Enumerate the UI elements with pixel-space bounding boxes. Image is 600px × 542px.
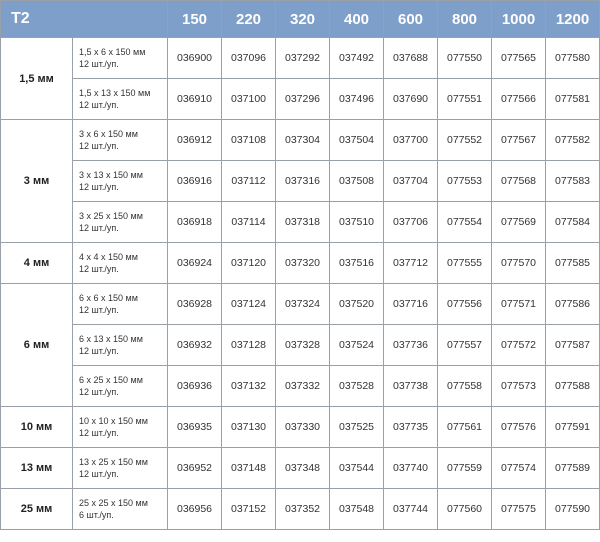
article-code-cell: 077570 bbox=[492, 243, 546, 284]
article-code-cell: 037492 bbox=[330, 38, 384, 79]
thickness-group-label: 13 мм bbox=[1, 448, 73, 489]
product-size: 6 x 13 x 150 мм bbox=[79, 334, 143, 344]
product-description bbox=[73, 38, 168, 79]
article-code-cell: 077552 bbox=[438, 120, 492, 161]
article-code-cell: 077569 bbox=[492, 202, 546, 243]
product-pack: 12 шт./уп. bbox=[79, 264, 119, 274]
article-code-cell: 077556 bbox=[438, 284, 492, 325]
table-header bbox=[1, 1, 600, 38]
grit-header: 400 bbox=[330, 1, 384, 38]
article-code-cell: 077551 bbox=[438, 79, 492, 120]
article-code-cell: 077581 bbox=[546, 79, 600, 120]
product-pack: 6 шт./уп. bbox=[79, 510, 114, 520]
article-code-cell: 037128 bbox=[222, 325, 276, 366]
table-body bbox=[1, 38, 600, 530]
article-code-cell: 037148 bbox=[222, 448, 276, 489]
article-code-cell: 037516 bbox=[330, 243, 384, 284]
product-pack: 12 шт./уп. bbox=[79, 100, 119, 110]
article-code-cell: 077582 bbox=[546, 120, 600, 161]
product-size: 3 x 25 x 150 мм bbox=[79, 211, 143, 221]
article-code-cell: 077574 bbox=[492, 448, 546, 489]
article-code-cell: 077553 bbox=[438, 161, 492, 202]
thickness-group-label: 6 мм bbox=[1, 284, 73, 407]
article-code-cell: 037688 bbox=[384, 38, 438, 79]
product-size: 25 x 25 x 150 мм bbox=[79, 498, 148, 508]
article-code-cell: 037112 bbox=[222, 161, 276, 202]
table-row bbox=[1, 407, 600, 448]
article-code-cell: 037318 bbox=[276, 202, 330, 243]
article-code-cell: 077572 bbox=[492, 325, 546, 366]
article-code-cell: 037292 bbox=[276, 38, 330, 79]
product-pack: 12 шт./уп. bbox=[79, 59, 119, 69]
table-corner-label: T2 bbox=[1, 1, 168, 38]
product-description bbox=[73, 325, 168, 366]
table-row bbox=[1, 243, 600, 284]
product-size: 6 x 6 x 150 мм bbox=[79, 293, 138, 303]
grit-header: 600 bbox=[384, 1, 438, 38]
article-code-cell: 077590 bbox=[546, 489, 600, 530]
article-code-cell: 036910 bbox=[168, 79, 222, 120]
article-code-cell: 037736 bbox=[384, 325, 438, 366]
thickness-group-label: 4 мм bbox=[1, 243, 73, 284]
product-size: 3 x 6 x 150 мм bbox=[79, 129, 138, 139]
product-pack: 12 шт./уп. bbox=[79, 223, 119, 233]
article-code-cell: 077571 bbox=[492, 284, 546, 325]
article-code-cell: 077575 bbox=[492, 489, 546, 530]
product-description bbox=[73, 161, 168, 202]
article-code-cell: 077565 bbox=[492, 38, 546, 79]
table-row bbox=[1, 448, 600, 489]
product-size: 1,5 x 13 x 150 мм bbox=[79, 88, 151, 98]
article-code-cell: 077583 bbox=[546, 161, 600, 202]
grit-header: 320 bbox=[276, 1, 330, 38]
product-description bbox=[73, 407, 168, 448]
article-code-cell: 077586 bbox=[546, 284, 600, 325]
product-size: 1,5 x 6 x 150 мм bbox=[79, 47, 146, 57]
article-code-cell: 077585 bbox=[546, 243, 600, 284]
product-pack: 12 шт./уп. bbox=[79, 346, 119, 356]
article-code-cell: 037332 bbox=[276, 366, 330, 407]
article-code-cell: 037130 bbox=[222, 407, 276, 448]
table-row bbox=[1, 489, 600, 530]
article-code-cell: 036916 bbox=[168, 161, 222, 202]
product-pack: 12 шт./уп. bbox=[79, 387, 119, 397]
article-code-cell: 037496 bbox=[330, 79, 384, 120]
table-row bbox=[1, 79, 600, 120]
article-code-cell: 037508 bbox=[330, 161, 384, 202]
product-description bbox=[73, 202, 168, 243]
article-code-cell: 037700 bbox=[384, 120, 438, 161]
article-code-cell: 037706 bbox=[384, 202, 438, 243]
product-size: 3 x 13 x 150 мм bbox=[79, 170, 143, 180]
product-description bbox=[73, 243, 168, 284]
header-row bbox=[1, 1, 600, 38]
article-code-cell: 037114 bbox=[222, 202, 276, 243]
article-code-cell: 037320 bbox=[276, 243, 330, 284]
article-code-cell: 037328 bbox=[276, 325, 330, 366]
article-code-cell: 037520 bbox=[330, 284, 384, 325]
article-code-cell: 036956 bbox=[168, 489, 222, 530]
grit-header: 1000 bbox=[492, 1, 546, 38]
article-code-cell: 036918 bbox=[168, 202, 222, 243]
article-code-cell: 036924 bbox=[168, 243, 222, 284]
article-code-cell: 037296 bbox=[276, 79, 330, 120]
product-pack: 12 шт./уп. bbox=[79, 182, 119, 192]
product-size: 10 x 10 x 150 мм bbox=[79, 416, 148, 426]
article-code-cell: 037108 bbox=[222, 120, 276, 161]
article-code-cell: 037524 bbox=[330, 325, 384, 366]
product-description bbox=[73, 448, 168, 489]
article-code-cell: 037324 bbox=[276, 284, 330, 325]
article-code-cell: 037304 bbox=[276, 120, 330, 161]
article-code-cell: 037124 bbox=[222, 284, 276, 325]
table-row bbox=[1, 325, 600, 366]
product-size: 13 x 25 x 150 мм bbox=[79, 457, 148, 467]
article-code-cell: 037735 bbox=[384, 407, 438, 448]
article-code-cell: 037690 bbox=[384, 79, 438, 120]
article-code-cell: 077589 bbox=[546, 448, 600, 489]
grit-header: 1200 bbox=[546, 1, 600, 38]
article-code-cell: 037100 bbox=[222, 79, 276, 120]
article-code-cell: 036936 bbox=[168, 366, 222, 407]
article-code-cell: 077566 bbox=[492, 79, 546, 120]
table-row bbox=[1, 202, 600, 243]
table-row bbox=[1, 161, 600, 202]
article-code-cell: 037330 bbox=[276, 407, 330, 448]
product-description bbox=[73, 284, 168, 325]
article-code-cell: 077591 bbox=[546, 407, 600, 448]
article-code-cell: 037316 bbox=[276, 161, 330, 202]
article-code-cell: 036952 bbox=[168, 448, 222, 489]
product-pack: 12 шт./уп. bbox=[79, 305, 119, 315]
article-code-cell: 077555 bbox=[438, 243, 492, 284]
grit-header: 150 bbox=[168, 1, 222, 38]
product-pack: 12 шт./уп. bbox=[79, 141, 119, 151]
article-code-cell: 036912 bbox=[168, 120, 222, 161]
grit-header: 800 bbox=[438, 1, 492, 38]
article-code-cell: 037504 bbox=[330, 120, 384, 161]
table-row bbox=[1, 284, 600, 325]
product-pack: 12 шт./уп. bbox=[79, 469, 119, 479]
article-code-cell: 036900 bbox=[168, 38, 222, 79]
grit-header: 220 bbox=[222, 1, 276, 38]
article-code-cell: 036932 bbox=[168, 325, 222, 366]
article-code-cell: 037528 bbox=[330, 366, 384, 407]
article-code-cell: 077587 bbox=[546, 325, 600, 366]
article-code-cell: 077580 bbox=[546, 38, 600, 79]
article-code-cell: 037704 bbox=[384, 161, 438, 202]
thickness-group-label: 3 мм bbox=[1, 120, 73, 243]
article-code-cell: 077550 bbox=[438, 38, 492, 79]
article-code-cell: 037712 bbox=[384, 243, 438, 284]
table-row bbox=[1, 38, 600, 79]
product-description bbox=[73, 120, 168, 161]
article-code-cell: 037716 bbox=[384, 284, 438, 325]
article-code-cell: 077559 bbox=[438, 448, 492, 489]
article-code-cell: 037120 bbox=[222, 243, 276, 284]
product-description bbox=[73, 489, 168, 530]
thickness-group-label: 1,5 мм bbox=[1, 38, 73, 120]
article-code-cell: 037132 bbox=[222, 366, 276, 407]
article-code-cell: 077554 bbox=[438, 202, 492, 243]
product-description bbox=[73, 366, 168, 407]
article-code-cell: 037096 bbox=[222, 38, 276, 79]
table-row bbox=[1, 366, 600, 407]
thickness-group-label: 25 мм bbox=[1, 489, 73, 530]
article-code-cell: 037352 bbox=[276, 489, 330, 530]
article-code-cell: 037510 bbox=[330, 202, 384, 243]
article-code-cell: 036935 bbox=[168, 407, 222, 448]
article-code-cell: 037738 bbox=[384, 366, 438, 407]
article-code-cell: 037548 bbox=[330, 489, 384, 530]
article-code-cell: 037525 bbox=[330, 407, 384, 448]
article-code-cell: 077568 bbox=[492, 161, 546, 202]
article-code-cell: 077573 bbox=[492, 366, 546, 407]
article-code-cell: 077584 bbox=[546, 202, 600, 243]
article-code-cell: 037348 bbox=[276, 448, 330, 489]
article-code-cell: 036928 bbox=[168, 284, 222, 325]
product-size: 4 x 4 x 150 мм bbox=[79, 252, 138, 262]
article-code-cell: 077557 bbox=[438, 325, 492, 366]
article-code-cell: 037740 bbox=[384, 448, 438, 489]
product-size: 6 x 25 x 150 мм bbox=[79, 375, 143, 385]
article-code-cell: 077561 bbox=[438, 407, 492, 448]
article-code-cell: 077588 bbox=[546, 366, 600, 407]
article-code-cell: 077567 bbox=[492, 120, 546, 161]
product-description bbox=[73, 79, 168, 120]
article-code-cell: 077576 bbox=[492, 407, 546, 448]
table-row bbox=[1, 120, 600, 161]
article-code-cell: 037744 bbox=[384, 489, 438, 530]
article-code-cell: 037152 bbox=[222, 489, 276, 530]
article-code-cell: 077558 bbox=[438, 366, 492, 407]
article-code-cell: 037544 bbox=[330, 448, 384, 489]
article-code-cell: 077560 bbox=[438, 489, 492, 530]
thickness-group-label: 10 мм bbox=[1, 407, 73, 448]
product-pack: 12 шт./уп. bbox=[79, 428, 119, 438]
